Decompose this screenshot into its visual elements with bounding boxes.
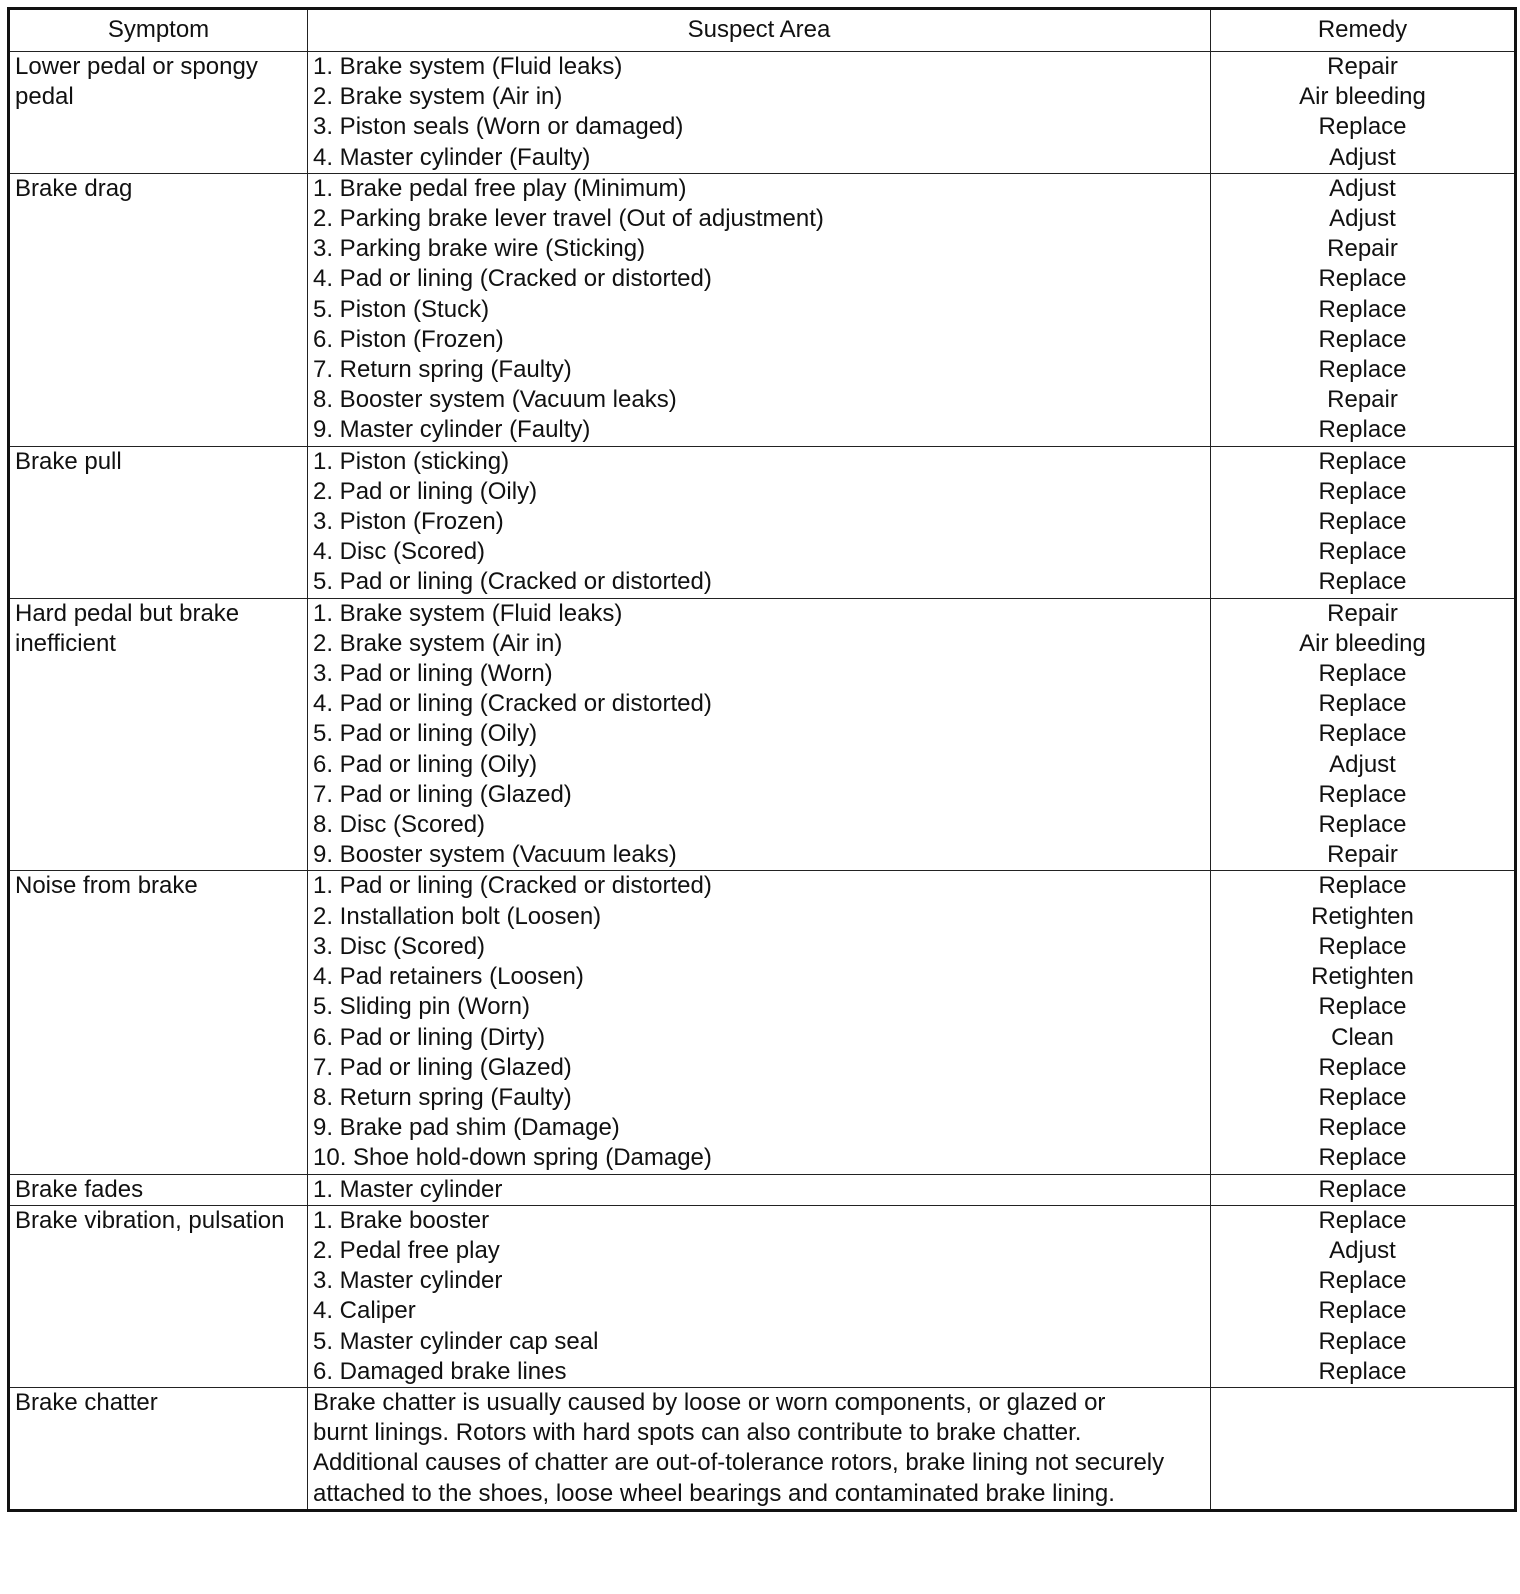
remedy-item: Clean bbox=[1331, 1023, 1394, 1051]
remedy-item: Replace bbox=[1318, 113, 1407, 141]
remedy-item: Retighten bbox=[1311, 902, 1414, 930]
suspect-area-cell bbox=[308, 1174, 1211, 1205]
header-remedy: Remedy bbox=[1211, 9, 1516, 52]
remedy-item: Replace bbox=[1318, 690, 1407, 718]
suspect-item: 6. Piston (Frozen) bbox=[313, 325, 504, 353]
remedy-item: Replace bbox=[1318, 1144, 1407, 1172]
suspect-item: 4. Pad retainers (Loosen) bbox=[313, 963, 584, 991]
suspect-item: 3. Master cylinder bbox=[313, 1267, 503, 1295]
remedy-item: Replace bbox=[1318, 720, 1407, 748]
suspect-item: 2. Brake system (Air in) bbox=[313, 629, 563, 657]
remedy-item: Replace bbox=[1318, 295, 1407, 323]
remedy-item: Replace bbox=[1318, 568, 1407, 596]
suspect-item: 6. Damaged brake lines bbox=[313, 1357, 567, 1385]
remedy-item: Adjust bbox=[1329, 1236, 1396, 1264]
suspect-item: 3. Piston seals (Worn or damaged) bbox=[313, 113, 684, 141]
suspect-item: 4. Caliper bbox=[313, 1297, 416, 1325]
symptom-cell: Brake pull bbox=[9, 446, 308, 598]
suspect-item: 3. Disc (Scored) bbox=[313, 932, 486, 960]
table-row bbox=[9, 1205, 1516, 1387]
suspect-item: 5. Piston (Stuck) bbox=[313, 295, 490, 323]
remedy-cell bbox=[1211, 1205, 1516, 1387]
remedy-item: Repair bbox=[1327, 841, 1398, 869]
suspect-item: 3. Pad or lining (Worn) bbox=[313, 660, 553, 688]
remedy-item: Replace bbox=[1318, 872, 1407, 900]
table-row bbox=[9, 1174, 1516, 1205]
suspect-area-cell bbox=[308, 871, 1211, 1174]
suspect-item: 2. Pedal free play bbox=[313, 1236, 500, 1264]
suspect-item: 7. Pad or lining (Glazed) bbox=[313, 1053, 572, 1081]
remedy-item: Replace bbox=[1318, 1297, 1407, 1325]
suspect-item: 4. Disc (Scored) bbox=[313, 538, 486, 566]
suspect-item: 1. Piston (sticking) bbox=[313, 447, 510, 475]
remedy-item: Replace bbox=[1318, 1327, 1407, 1355]
remedy-cell bbox=[1211, 871, 1516, 1174]
table-body bbox=[9, 52, 1516, 1511]
description-line: Brake chatter is usually caused by loose or worn components, or glazed or bbox=[313, 1388, 1106, 1416]
remedy-item: Repair bbox=[1327, 53, 1398, 80]
header-suspect-area: Suspect Area bbox=[308, 9, 1211, 52]
symptom-cell: Hard pedal but brake inefficient bbox=[9, 598, 308, 871]
remedy-item: Air bleeding bbox=[1299, 83, 1426, 111]
suspect-item: 9. Booster system (Vacuum leaks) bbox=[313, 841, 677, 869]
suspect-item: 4. Master cylinder (Faulty) bbox=[313, 143, 591, 171]
suspect-item: 10. Shoe hold-down spring (Damage) bbox=[313, 1144, 712, 1172]
symptom-cell: Lower pedal or spongy pedal bbox=[9, 52, 308, 174]
remedy-item: Replace bbox=[1318, 932, 1407, 960]
remedy-item: Replace bbox=[1318, 1114, 1407, 1142]
suspect-item: 5. Sliding pin (Worn) bbox=[313, 993, 530, 1021]
suspect-item: 7. Pad or lining (Glazed) bbox=[313, 780, 572, 808]
description-line: Additional causes of chatter are out-of-tolerance rotors, brake lining not securely bbox=[313, 1449, 1165, 1477]
remedy-item: Replace bbox=[1318, 538, 1407, 566]
suspect-item: 4. Pad or lining (Cracked or distorted) bbox=[313, 690, 712, 718]
remedy-item: Replace bbox=[1318, 356, 1407, 384]
suspect-item: 1. Brake booster bbox=[313, 1206, 490, 1234]
remedy-item: Replace bbox=[1318, 780, 1407, 808]
symptom-cell: Brake chatter bbox=[9, 1387, 308, 1510]
suspect-item: 8. Return spring (Faulty) bbox=[313, 1083, 572, 1111]
suspect-item: 3. Piston (Frozen) bbox=[313, 508, 504, 536]
suspect-item: 4. Pad or lining (Cracked or distorted) bbox=[313, 265, 712, 293]
suspect-item: 1. Master cylinder bbox=[313, 1175, 503, 1203]
suspect-item: 9. Brake pad shim (Damage) bbox=[313, 1114, 620, 1142]
remedy-item: Adjust bbox=[1329, 143, 1396, 171]
remedy-cell bbox=[1211, 1174, 1516, 1205]
suspect-item: 6. Pad or lining (Dirty) bbox=[313, 1023, 546, 1051]
suspect-item: 8. Booster system (Vacuum leaks) bbox=[313, 386, 677, 414]
suspect-item: 2. Installation bolt (Loosen) bbox=[313, 902, 602, 930]
description-line: attached to the shoes, loose wheel bearings and contaminated brake lining. bbox=[313, 1479, 1115, 1507]
table-row bbox=[9, 52, 1516, 174]
header-symptom: Symptom bbox=[9, 9, 308, 52]
remedy-cell bbox=[1211, 1387, 1516, 1510]
remedy-item: Repair bbox=[1327, 235, 1398, 263]
remedy-cell bbox=[1211, 173, 1516, 446]
suspect-item: 8. Disc (Scored) bbox=[313, 811, 486, 839]
header-row bbox=[9, 9, 1516, 52]
suspect-area-cell bbox=[308, 598, 1211, 871]
suspect-item: 2. Brake system (Air in) bbox=[313, 83, 563, 111]
suspect-item: 7. Return spring (Faulty) bbox=[313, 356, 572, 384]
remedy-item: Replace bbox=[1318, 1267, 1407, 1295]
remedy-cell bbox=[1211, 598, 1516, 871]
description-line: burnt linings. Rotors with hard spots can also contribute to brake chatter. bbox=[313, 1419, 1082, 1447]
remedy-item: Replace bbox=[1318, 508, 1407, 536]
remedy-item: Replace bbox=[1318, 811, 1407, 839]
remedy-item: Replace bbox=[1318, 993, 1407, 1021]
suspect-item: 6. Pad or lining (Oily) bbox=[313, 750, 538, 778]
remedy-item: Adjust bbox=[1329, 174, 1396, 202]
symptom-cell: Noise from brake bbox=[9, 871, 308, 1174]
chatter-description bbox=[308, 1387, 1211, 1510]
remedy-item: Replace bbox=[1318, 660, 1407, 688]
remedy-item: Replace bbox=[1318, 1053, 1407, 1081]
suspect-item: 1. Pad or lining (Cracked or distorted) bbox=[313, 872, 712, 900]
troubleshooting-table bbox=[7, 7, 1517, 1512]
remedy-item: Retighten bbox=[1311, 963, 1414, 991]
remedy-item: Replace bbox=[1318, 1175, 1407, 1203]
suspect-item: 9. Master cylinder (Faulty) bbox=[313, 416, 591, 444]
suspect-area-cell bbox=[308, 173, 1211, 446]
table-row bbox=[9, 173, 1516, 446]
remedy-cell bbox=[1211, 52, 1516, 174]
suspect-item: 2. Parking brake lever travel (Out of adjustment) bbox=[313, 205, 824, 233]
remedy-item: Replace bbox=[1318, 325, 1407, 353]
remedy-item: Repair bbox=[1327, 386, 1398, 414]
suspect-item: 5. Pad or lining (Oily) bbox=[313, 720, 538, 748]
table-row bbox=[9, 446, 1516, 598]
remedy-item: Adjust bbox=[1329, 205, 1396, 233]
suspect-area-cell bbox=[308, 52, 1211, 174]
remedy-item: Repair bbox=[1327, 599, 1398, 627]
suspect-item: 1. Brake system (Fluid leaks) bbox=[313, 599, 623, 627]
suspect-area-cell bbox=[308, 1205, 1211, 1387]
symptom-cell: Brake vibration, pulsation bbox=[9, 1205, 308, 1387]
table-row-chatter bbox=[9, 1387, 1516, 1510]
suspect-area-cell bbox=[308, 446, 1211, 598]
suspect-item: 3. Parking brake wire (Sticking) bbox=[313, 235, 646, 263]
remedy-item: Replace bbox=[1318, 1357, 1407, 1385]
remedy-item: Air bleeding bbox=[1299, 629, 1426, 657]
remedy-item: Adjust bbox=[1329, 750, 1396, 778]
symptom-cell: Brake fades bbox=[9, 1174, 308, 1205]
table-row bbox=[9, 598, 1516, 871]
remedy-item: Replace bbox=[1318, 477, 1407, 505]
remedy-item: Replace bbox=[1318, 416, 1407, 444]
table-row bbox=[9, 871, 1516, 1174]
suspect-item: 2. Pad or lining (Oily) bbox=[313, 477, 538, 505]
remedy-item: Replace bbox=[1318, 265, 1407, 293]
remedy-item: Replace bbox=[1318, 1206, 1407, 1234]
remedy-item: Replace bbox=[1318, 1083, 1407, 1111]
suspect-item: 5. Master cylinder cap seal bbox=[313, 1327, 599, 1355]
suspect-item: 1. Brake system (Fluid leaks) bbox=[313, 53, 623, 80]
symptom-cell: Brake drag bbox=[9, 173, 308, 446]
remedy-cell bbox=[1211, 446, 1516, 598]
suspect-item: 1. Brake pedal free play (Minimum) bbox=[313, 174, 687, 202]
remedy-item: Replace bbox=[1318, 447, 1407, 475]
suspect-item: 5. Pad or lining (Cracked or distorted) bbox=[313, 568, 712, 596]
